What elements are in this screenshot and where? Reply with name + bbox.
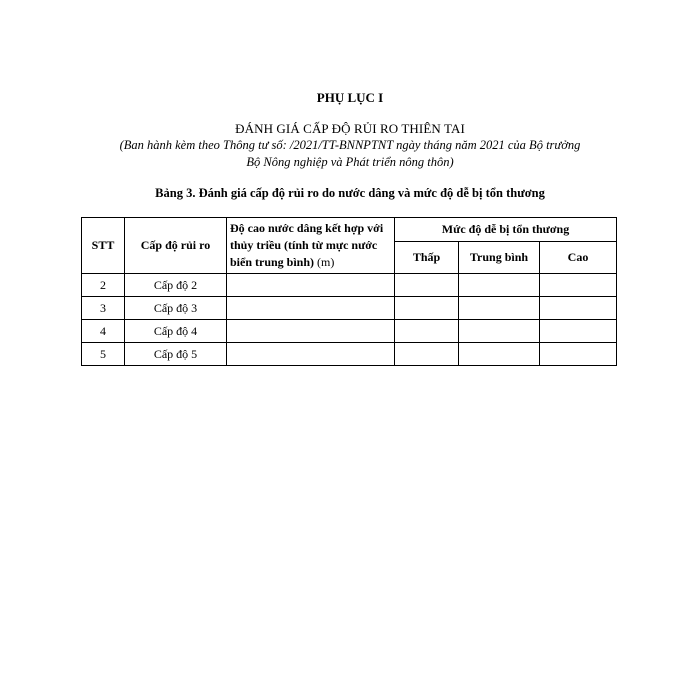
issuance-note-line-1: (Ban hành kèm theo Thông tư số: /2021/TT-BNNPTNT ngày tháng năm 2021 của Bộ trưởng — [119, 138, 581, 152]
cell-risk-level: Cấp độ 5 — [125, 343, 227, 366]
table-row — [82, 320, 617, 343]
cell-high — [540, 343, 617, 366]
cell-low — [395, 274, 459, 297]
cell-surge-height — [227, 274, 395, 297]
header-vulnerability-group: Mức độ dễ bị tổn thương — [395, 218, 617, 242]
cell-risk-level: Cấp độ 2 — [125, 274, 227, 297]
header-surge-height — [227, 218, 395, 274]
cell-stt: 5 — [82, 343, 125, 366]
cell-high — [540, 297, 617, 320]
issuance-note-line-2: Bộ Nông nghiệp và Phát triển nông thôn) — [246, 155, 454, 169]
table-row — [82, 343, 617, 366]
cell-surge-height — [227, 297, 395, 320]
risk-level-table — [81, 217, 617, 366]
cell-medium — [459, 274, 540, 297]
cell-surge-height — [227, 320, 395, 343]
cell-stt: 2 — [82, 274, 125, 297]
cell-stt: 3 — [82, 297, 125, 320]
table-row — [82, 274, 617, 297]
appendix-heading: PHỤ LỤC I — [316, 90, 384, 105]
cell-risk-level: Cấp độ 4 — [125, 320, 227, 343]
cell-high — [540, 320, 617, 343]
header-surge-height-unit: (m) — [317, 255, 335, 269]
cell-medium — [459, 297, 540, 320]
cell-stt: 4 — [82, 320, 125, 343]
header-surge-height-text: Độ cao nước dâng kết hợp với thủy triều (tính từ mực nước biển trung bình) — [230, 221, 384, 269]
cell-high — [540, 274, 617, 297]
document-title: ĐÁNH GIÁ CẤP ĐỘ RỦI RO THIÊN TAI — [235, 121, 465, 136]
header-vulnerability-high: Cao — [540, 241, 617, 273]
header-stt: STT — [82, 218, 125, 274]
table-row — [82, 297, 617, 320]
table-caption: Bảng 3. Đánh giá cấp độ rủi ro do nước dâng và mức độ dễ bị tổn thương — [155, 186, 545, 200]
cell-medium — [459, 343, 540, 366]
header-vulnerability-low: Thấp — [395, 241, 459, 273]
cell-low — [395, 297, 459, 320]
header-vulnerability-medium: Trung bình — [459, 241, 540, 273]
cell-surge-height — [227, 343, 395, 366]
header-risk-level: Cấp độ rủi ro — [125, 218, 227, 274]
cell-medium — [459, 320, 540, 343]
cell-low — [395, 320, 459, 343]
cell-low — [395, 343, 459, 366]
cell-risk-level: Cấp độ 3 — [125, 297, 227, 320]
